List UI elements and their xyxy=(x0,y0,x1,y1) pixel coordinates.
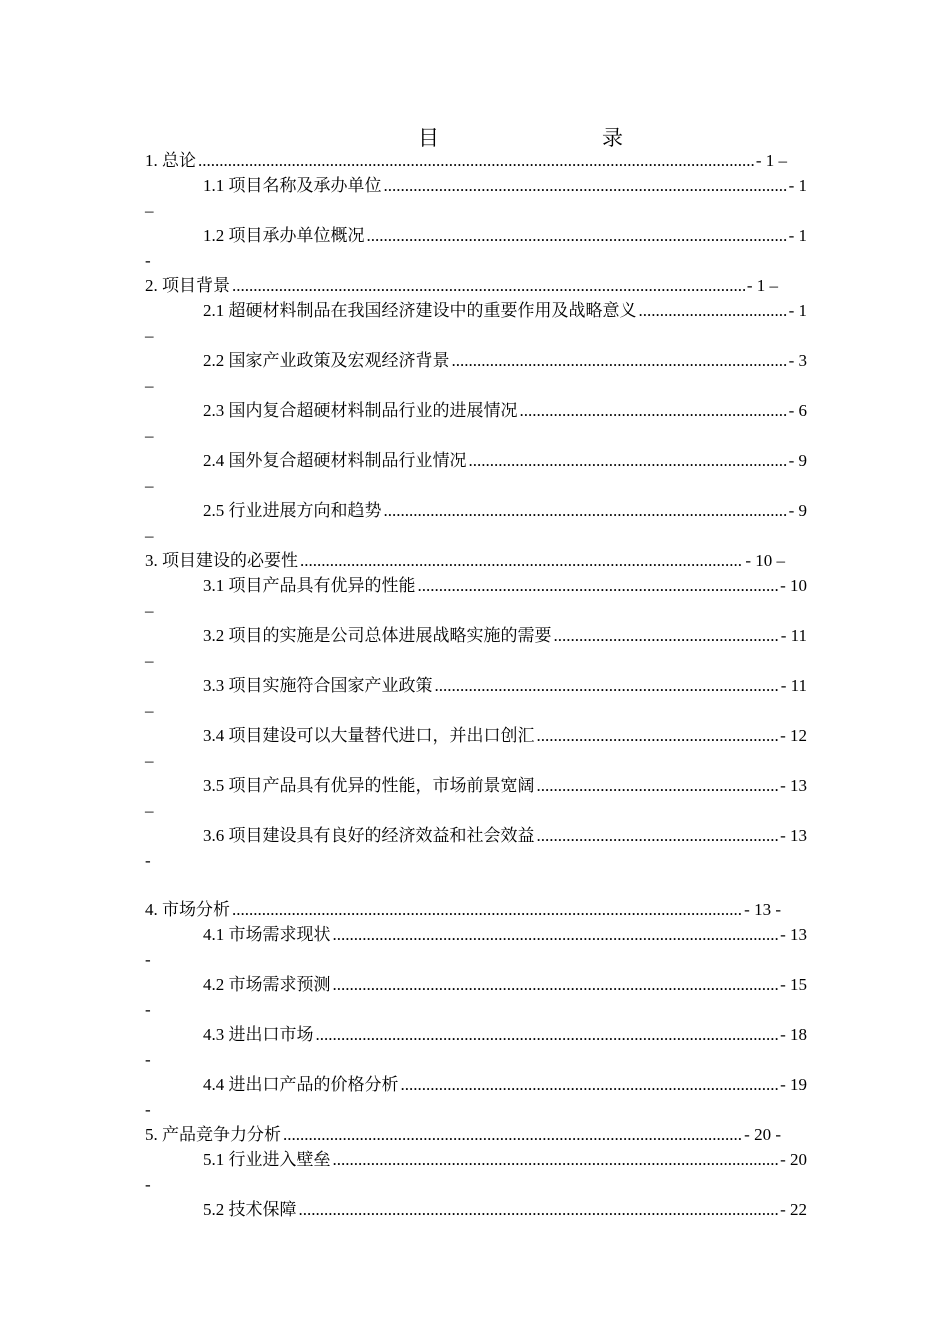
toc-entry-title: 5.1 行业进入壁垒 xyxy=(203,1150,331,1169)
toc-entry[interactable] xyxy=(145,150,787,172)
toc-leader-dots xyxy=(469,450,787,472)
toc-entry-wrap: - xyxy=(145,851,151,870)
toc-leader-dots xyxy=(418,575,779,597)
toc-entry-title: 3.3 项目实施符合国家产业政策 xyxy=(203,676,433,695)
toc-entry-page: - 15 xyxy=(780,975,807,994)
toc-entry-page: - 13 xyxy=(780,826,807,845)
toc-entry-title: 2.5 行业进展方向和趋势 xyxy=(203,501,382,520)
toc-entry[interactable] xyxy=(203,675,807,697)
toc-entry-page: - 20 xyxy=(780,1150,807,1169)
toc-entry-wrap: - xyxy=(145,1000,151,1019)
toc-entry-title: 3.4 项目建设可以大量替代进口，并出口创汇 xyxy=(203,726,535,745)
toc-entry-title: 4. 市场分析 xyxy=(145,900,230,919)
toc-leader-dots xyxy=(384,500,787,522)
toc-entry-title: 2.2 国家产业政策及宏观经济背景 xyxy=(203,351,450,370)
toc-entry[interactable] xyxy=(203,1074,807,1096)
toc-entry-title: 4.1 市场需求现状 xyxy=(203,925,331,944)
toc-entry-title: 3. 项目建设的必要性 xyxy=(145,551,298,570)
toc-entry[interactable] xyxy=(203,625,807,647)
toc-entry-page: - 3 xyxy=(788,351,807,370)
toc-entry[interactable] xyxy=(203,350,807,372)
toc-leader-dots xyxy=(299,1199,779,1221)
toc-entry[interactable] xyxy=(203,450,807,472)
toc-entry-page: - 1 xyxy=(788,301,807,320)
toc-entry-page: - 1 – xyxy=(755,151,787,170)
toc-entry-wrap: - xyxy=(145,251,151,270)
toc-entry-page: - 10 xyxy=(780,576,807,595)
toc-leader-dots xyxy=(333,1149,779,1171)
toc-entry-page: - 9 xyxy=(788,451,807,470)
toc-entry[interactable] xyxy=(203,300,807,322)
toc-entry[interactable] xyxy=(203,725,807,747)
toc-entry[interactable] xyxy=(203,400,807,422)
toc-entry-wrap: – xyxy=(145,201,154,220)
toc-entry-page: - 20 - xyxy=(744,1125,781,1144)
toc-title xyxy=(0,122,950,152)
toc-entry[interactable] xyxy=(203,225,807,247)
toc-entry-title: 5.2 技术保障 xyxy=(203,1200,297,1219)
toc-entry-page: - 11 xyxy=(780,676,807,695)
toc-entry-title: 3.6 项目建设具有良好的经济效益和社会效益 xyxy=(203,826,535,845)
toc-entry-wrap: – xyxy=(145,651,154,670)
toc-entry[interactable] xyxy=(145,275,778,297)
toc-entry-title: 2. 项目背景 xyxy=(145,276,230,295)
toc-entry-wrap: – xyxy=(145,426,154,445)
toc-entry-page: - 1 – xyxy=(746,276,778,295)
toc-leader-dots xyxy=(232,899,742,921)
toc-entry-page: - 9 xyxy=(788,501,807,520)
toc-entry-wrap: - xyxy=(145,1050,151,1069)
toc-entry-title: 2.3 国内复合超硬材料制品行业的进展情况 xyxy=(203,401,518,420)
toc-entry[interactable] xyxy=(145,899,781,921)
toc-entry[interactable] xyxy=(145,1124,781,1146)
toc-leader-dots xyxy=(401,1074,779,1096)
toc-leader-dots xyxy=(283,1124,742,1146)
toc-entry-title: 2.1 超硬材料制品在我国经济建设中的重要作用及战略意义 xyxy=(203,301,637,320)
toc-entry-title: 4.2 市场需求预测 xyxy=(203,975,331,994)
toc-leader-dots xyxy=(537,775,779,797)
toc-title-right: 录 xyxy=(602,126,623,150)
toc-leader-dots xyxy=(537,725,779,747)
toc-entry-page: - 1 xyxy=(788,226,807,245)
toc-entry-page: - 13 - xyxy=(744,900,781,919)
toc-leader-dots xyxy=(520,400,787,422)
toc-entry[interactable] xyxy=(203,575,807,597)
toc-entry-title: 2.4 国外复合超硬材料制品行业情况 xyxy=(203,451,467,470)
toc-entry[interactable] xyxy=(203,1199,807,1221)
toc-leader-dots xyxy=(452,350,787,372)
toc-entry[interactable] xyxy=(203,775,807,797)
toc-entry-page: - 19 xyxy=(780,1075,807,1094)
toc-entry-title: 5. 产品竞争力分析 xyxy=(145,1125,281,1144)
toc-entry[interactable] xyxy=(203,974,807,996)
toc-entry-page: - 22 xyxy=(780,1200,807,1219)
toc-entry[interactable] xyxy=(203,1149,807,1171)
toc-leader-dots xyxy=(384,175,787,197)
toc-entry-wrap: - xyxy=(145,1175,151,1194)
toc-entry-title: 1. 总论 xyxy=(145,151,196,170)
toc-leader-dots xyxy=(333,974,779,996)
toc-entry-wrap: – xyxy=(145,701,154,720)
toc-entry[interactable] xyxy=(203,500,807,522)
toc-entry-wrap: – xyxy=(145,801,154,820)
toc-leader-dots xyxy=(300,550,743,572)
toc-entry-wrap: - xyxy=(145,950,151,969)
toc-entry[interactable] xyxy=(203,825,807,847)
toc-leader-dots xyxy=(435,675,779,697)
toc-entry-page: - 12 xyxy=(780,726,807,745)
toc-entry-wrap: – xyxy=(145,601,154,620)
toc-entry-title: 4.3 进出口市场 xyxy=(203,1025,314,1044)
toc-entry-wrap: – xyxy=(145,326,154,345)
toc-entry-wrap: - xyxy=(145,1100,151,1119)
toc-entry-page: - 6 xyxy=(788,401,807,420)
toc-entry-title: 1.1 项目名称及承办单位 xyxy=(203,176,382,195)
toc-leader-dots xyxy=(554,625,779,647)
toc-entry-page: - 13 xyxy=(780,776,807,795)
toc-entry-title: 3.2 项目的实施是公司总体进展战略实施的需要 xyxy=(203,626,552,645)
toc-leader-dots xyxy=(639,300,787,322)
toc-entry-title: 3.1 项目产品具有优异的性能 xyxy=(203,576,416,595)
toc-entry[interactable] xyxy=(203,1024,807,1046)
toc-leader-dots xyxy=(537,825,779,847)
toc-entry-title: 4.4 进出口产品的价格分析 xyxy=(203,1075,399,1094)
toc-entry-wrap: – xyxy=(145,476,154,495)
toc-leader-dots xyxy=(316,1024,779,1046)
toc-leader-dots xyxy=(198,150,754,172)
toc-entry-page: - 13 xyxy=(780,925,807,944)
toc-entry-wrap: – xyxy=(145,526,154,545)
toc-entry-title: 1.2 项目承办单位概况 xyxy=(203,226,365,245)
toc-leader-dots xyxy=(232,275,745,297)
toc-entry[interactable] xyxy=(145,550,785,572)
toc-leader-dots xyxy=(367,225,787,247)
toc-leader-dots xyxy=(333,924,779,946)
toc-entry-page: - 1 xyxy=(788,176,807,195)
toc-entry-page: - 18 xyxy=(780,1025,807,1044)
toc-entry[interactable] xyxy=(203,175,807,197)
toc-entry-page: - 10 – xyxy=(745,551,785,570)
toc-title-left: 目 xyxy=(418,126,439,150)
toc-entry-title: 3.5 项目产品具有优异的性能，市场前景宽阔 xyxy=(203,776,535,795)
toc-entry-wrap: – xyxy=(145,751,154,770)
toc-entry-page: - 11 xyxy=(780,626,807,645)
toc-entry-wrap: – xyxy=(145,376,154,395)
toc-entry[interactable] xyxy=(203,924,807,946)
